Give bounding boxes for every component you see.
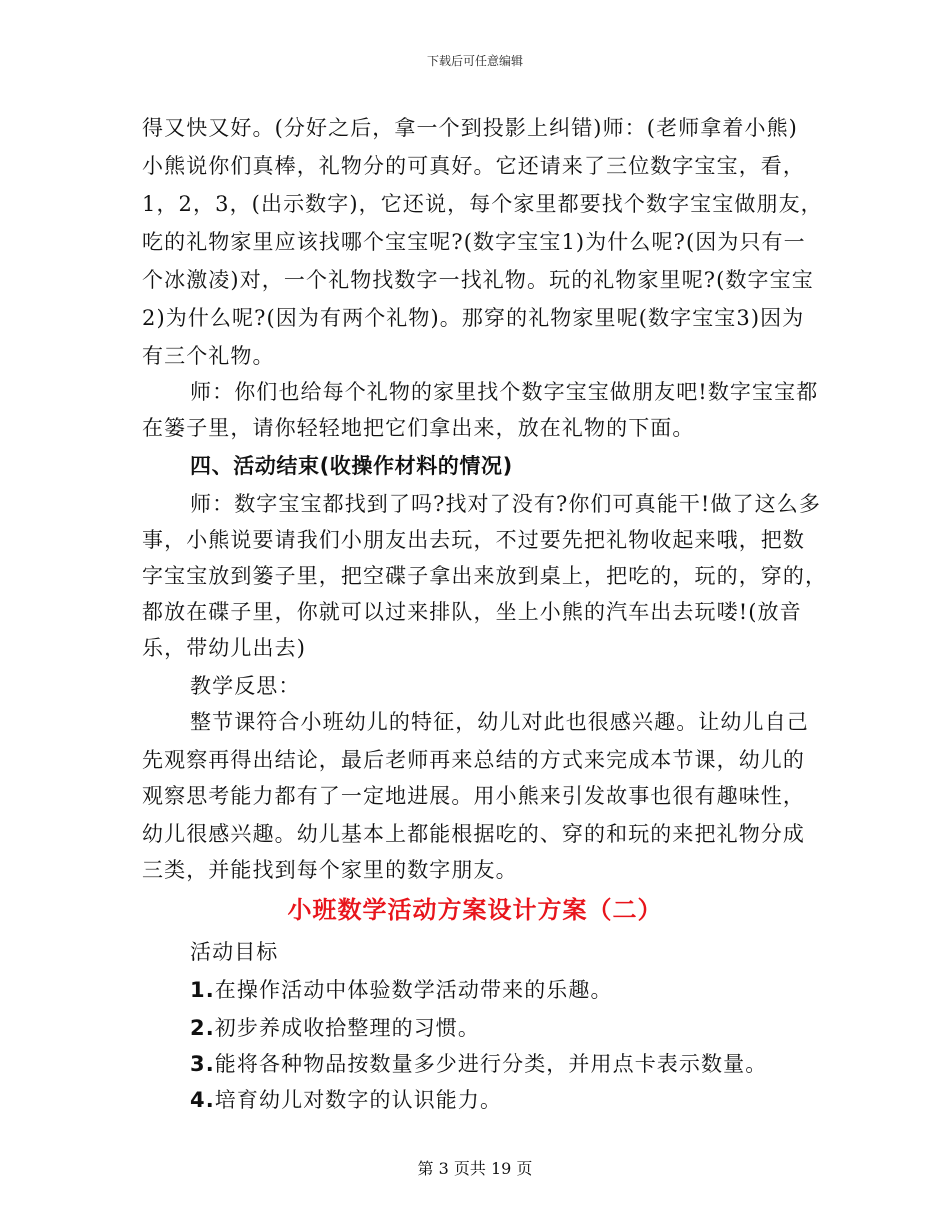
goal-number: 1. — [190, 978, 215, 1002]
goal-text: 能将各种物品按数量多少进行分类，并用点卡表示数量。 — [214, 1052, 768, 1076]
section-heading: 四、活动结束(收操作材料的情况) — [190, 454, 513, 478]
body-line: 吃的礼物家里应该找哪个宝宝呢?(数字宝宝1)为什么呢?(因为只有一 — [142, 230, 806, 254]
goal-number: 2. — [190, 1016, 215, 1040]
body-line: 得又快又好。(分好之后，拿一个到投影上纠错)师：(老师拿着小熊) — [142, 116, 798, 140]
body-line: 有三个礼物。 — [142, 344, 275, 368]
goal-item — [190, 1084, 502, 1114]
body-line: 三类，并能找到每个家里的数字朋友。 — [142, 858, 518, 882]
body-line: 都放在碟子里，你就可以过来排队，坐上小熊的汽车出去玩喽!(放音 — [142, 600, 802, 624]
body-line: 乐，带幼儿出去) — [142, 636, 306, 660]
goal-item — [190, 1012, 480, 1042]
body-line: 2)为什么呢?(因为有两个礼物)。那穿的礼物家里呢(数字宝宝3)因为 — [142, 306, 805, 330]
goal-text: 培育幼儿对数字的认识能力。 — [214, 1088, 503, 1112]
body-line: 1，2，3，(出示数字)，它还说，每个家里都要找个数字宝宝做朋友， — [142, 192, 823, 216]
body-line: 观察思考能力都有了一定地进展。用小熊来引发故事也很有趣味性， — [142, 784, 805, 808]
body-line: 师：数字宝宝都找到了吗?找对了没有?你们可真能干!做了这么多 — [190, 492, 821, 516]
body-line: 个冰激凌)对，一个礼物找数字一找礼物。玩的礼物家里呢?(数字宝宝 — [142, 268, 814, 292]
page-footer: 第 3 页共 19 页 — [417, 1159, 533, 1178]
body-line: 小熊说你们真棒，礼物分的可真好。它还请来了三位数字宝宝，看， — [142, 154, 805, 178]
goal-number: 4. — [190, 1088, 215, 1112]
body-line: 在篓子里，请你轻轻地把它们拿出来，放在礼物的下面。 — [142, 416, 695, 440]
goal-text: 初步养成收拾整理的习惯。 — [214, 1016, 480, 1040]
goals-heading: 活动目标 — [190, 940, 279, 964]
section-title: 小班数学活动方案设计方案（二） — [287, 896, 663, 924]
body-line: 先观察再得出结论，最后老师再来总结的方式来完成本节课，幼儿的 — [142, 748, 805, 772]
body-line: 教学反思： — [190, 674, 301, 698]
goal-text: 在操作活动中体验数学活动带来的乐趣。 — [214, 978, 613, 1002]
body-line: 师：你们也给每个礼物的家里找个数字宝宝做朋友吧!数字宝宝都 — [190, 380, 819, 404]
body-line: 字宝宝放到篓子里，把空碟子拿出来放到桌上，把吃的，玩的，穿的， — [142, 564, 828, 588]
body-line: 幼儿很感兴趣。幼儿基本上都能根据吃的、穿的和玩的来把礼物分成 — [142, 822, 805, 846]
body-line: 事，小熊说要请我们小朋友出去玩，不过要先把礼物收起来哦，把数 — [142, 528, 805, 552]
body-line: 整节课符合小班幼儿的特征，幼儿对此也很感兴趣。让幼儿自己 — [190, 710, 809, 734]
goal-item — [190, 1048, 767, 1078]
goal-item — [190, 974, 613, 1004]
page-header: 下载后可任意编辑 — [426, 54, 523, 68]
goal-number: 3. — [190, 1052, 215, 1076]
